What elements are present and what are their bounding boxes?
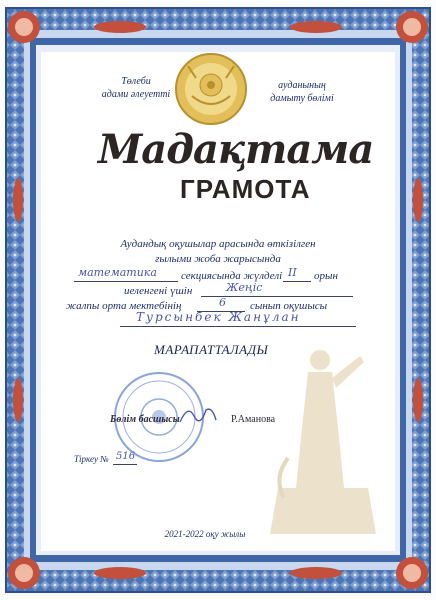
kazakhstan-emblem-icon [174, 52, 248, 126]
grade-value: 6 [219, 296, 226, 309]
section-underline [74, 281, 178, 282]
section-value: математика [78, 266, 157, 279]
org-right-line2: дамыту бөлімі [270, 93, 334, 104]
place-underline [283, 281, 311, 282]
org-left-line2: адами әлеуетті [101, 89, 171, 100]
student-name: Турсынбек Жанұлан [136, 310, 301, 324]
body-line1: Аудандық оқушылар арасында өткізілген [120, 238, 316, 250]
reason-prefix: иеленгені үшін [124, 285, 193, 297]
title-script: Мадақтама [98, 126, 374, 173]
grade-suffix: сынып оқушысы [250, 300, 328, 312]
org-left-line1: Төлеби [121, 76, 151, 87]
monument-watermark-icon [268, 338, 378, 534]
signature-title: Бөлім басшысы [110, 414, 180, 425]
body-line2: ғылыми жоба жарысында [155, 253, 281, 265]
awarded-heading: МАРАПАТТАЛАДЫ [154, 342, 269, 357]
place-suffix: орын [314, 270, 338, 282]
registration-underline [113, 464, 137, 465]
academic-year: 2021-2022 оқу жылы [164, 529, 246, 539]
student-underline [120, 326, 356, 327]
registration-value: 516 [116, 451, 136, 462]
section-suffix: секциясында жүлделі [181, 270, 283, 282]
title-main: ГРАМОТА [180, 174, 311, 204]
signature-scribble-icon [178, 402, 218, 428]
registration-label: Тіркеу № [74, 454, 109, 464]
signature-name: Р.Аманова [231, 414, 276, 425]
org-right-line1: ауданының [278, 80, 326, 91]
school-value: Жеңіс [226, 281, 263, 294]
school-line-prefix: жалпы орта мектебінің [66, 300, 182, 312]
place-value: II [288, 266, 297, 279]
